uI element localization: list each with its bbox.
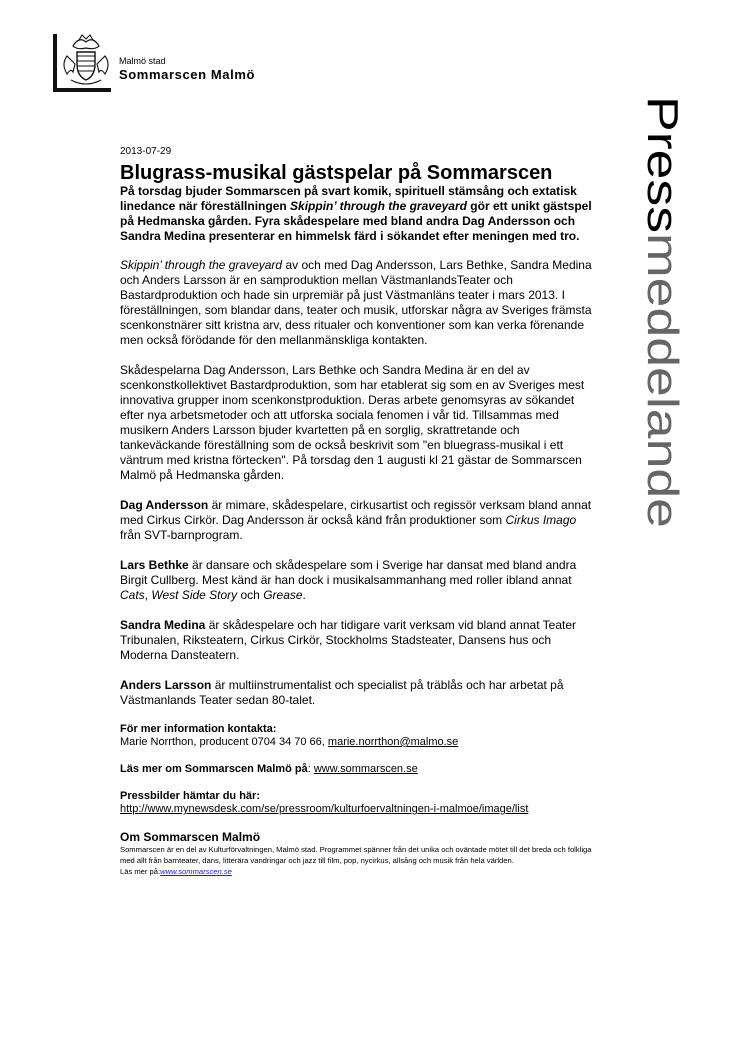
bio-text: är dansare och skådespelare som i Sverige har dansat med bland andra Birgit Cullberg. Mest känd är han dock i musikalsammanhang med roller ibland annat (120, 558, 577, 587)
about-description: Sommarscen är en del av Kulturförvaltningen, Malmö stad. Programmet spänner från det unika och oväntade mötet till det breda och folkliga med allt från barnteater, dans, litterära vandringar och jazz till film, pop, nycirkus, allsång och musik från hela världen. (120, 845, 592, 865)
bio-name: Dag Andersson (120, 498, 209, 512)
about-more-label: Läs mer på: (120, 867, 161, 876)
about-heading: Om Sommarscen Malmö (120, 830, 261, 844)
headline: Blugrass-musikal gästspelar på Sommarscen (120, 162, 553, 184)
svg-text:Pressmeddelande (638, 96, 687, 528)
org-name: Sommarscen Malmö (119, 67, 256, 82)
bio-text: är multiinstrumentalist och specialist på träblås och har arbetat på Västmanlands Teater sedan 80-talet. (120, 678, 564, 707)
vertical-title-press: Press (638, 96, 687, 209)
bio-name: Anders Larsson (120, 678, 212, 692)
bio-text: är mimare, skådespelare, cirkusartist och regissör verksam bland annat med Cirkus Cirkör. Dag Andersson är också känd från produktioner som (120, 498, 592, 527)
lead-text-2: gör ett unikt gästspel på Hedmanska gården. Fyra skådespelare med bland andra Dag Andersson och Sandra Medina presenterar en himmelsk färd i sökandet efter meningen med tro. (120, 199, 592, 243)
bio-text: . (302, 588, 306, 602)
production-text: av och med Dag Andersson, Lars Bethke, Sandra Medina och Anders Larsson är en samproduktion mellan VästmanlandsTeater och Bastardproduktion och hade sin urpremiär på just Västmanläns teater i mars 2013. I föreställningen, som blandar dans, teater och musik, utforskar några av Sveriges främsta scenkonstnärer sitt kristna arv, dess ritualer och konventioner som kan verka förenande men också förödande för den mellanmänskliga kontakten. (120, 258, 592, 347)
sommarscen-link[interactable]: www.sommarscen.se (313, 763, 418, 775)
org-small-label: Malmö stad (119, 56, 166, 66)
vertical-title-meddelande: meddelande (638, 233, 687, 476)
bio-text: , (144, 588, 152, 602)
bio-text: och (237, 588, 264, 602)
press-images-link[interactable]: http://www.mynewsdesk.com/se/pressroom/kulturfoervaltningen-i-malmoe/image/list (120, 803, 529, 815)
about-block (120, 830, 600, 877)
bio-dag-andersson (120, 498, 600, 543)
press-images-block (120, 790, 600, 816)
contact-email-link[interactable]: marie.norrthon@malmo.se (327, 736, 459, 748)
lead-show-title: Skippin’ through the graveyard (290, 199, 467, 213)
bio-text: är skådespelare och har tidigare varit verksam vid bland annat Teater Tribunalen, Riksteatern, Cirkus Cirkör, Stockholms Stadsteater, Dansens hus och Moderna Dansteatern. (120, 618, 577, 662)
bio-italic: Grease (263, 588, 303, 602)
malmo-stad-logo (53, 34, 111, 92)
contact-text: Marie Norrthon, producent 0704 34 70 66, (120, 736, 328, 748)
show-title: Skippin’ through the graveyard (120, 258, 283, 272)
contact-heading: För mer information kontakta: (120, 723, 277, 735)
bio-sandra-medina (120, 618, 600, 663)
release-date: 2013-07-29 (120, 146, 172, 157)
press-release-content (120, 146, 600, 877)
organization-name-block (119, 56, 255, 83)
bio-italic: Cats (120, 588, 145, 602)
paragraph-ensemble: Skådespelarna Dag Andersson, Lars Bethke och Sandra Medina är en del av scenkonstkollektivet Bastardproduktion, som har etablerat sig som en av Sveriges mest innovativa grupper inom scenkonstproduktion. Deras arbete genomsyras av sökandet efter nya arbetsmetoder och att utforska sociala fenomen i vår tid. Tillsammas med musikern Anders Larsson bjuder kvartetten på en sorglig, skrattretande och tankeväckande föreställning som de också beskrivit som "en bluegrass-musikal i ett väntrum med kristna förtecken". På torsdag den 1 augusti kl 21 gästar de Sommarscen Malmö på Hedmanska gården. (120, 363, 585, 482)
bio-italic: West Side Story (151, 588, 238, 602)
read-more-label: Läs mer om Sommarscen Malmö på (120, 763, 308, 775)
lead-text-1: På torsdag bjuder Sommarscen på svart komik, spirituell stämsång och extatisk linedance när föreställningen (120, 184, 577, 213)
bio-anders-larsson (120, 678, 600, 708)
bio-text: från SVT-barnprogram. (120, 528, 243, 542)
paragraph-production (120, 258, 600, 348)
read-more-block (120, 763, 600, 776)
pressmeddelande-vertical-title (638, 96, 698, 536)
bio-name: Sandra Medina (120, 618, 206, 632)
lead-paragraph (120, 184, 600, 244)
contact-block (120, 723, 600, 749)
bio-lars-bethke (120, 558, 600, 603)
about-text (120, 844, 600, 877)
read-more-colon: : (307, 763, 314, 775)
about-more-link[interactable]: www.sommarscen.se (160, 867, 232, 876)
bio-name: Lars Bethke (120, 558, 189, 572)
bio-italic: Cirkus Imago (505, 513, 577, 527)
press-images-heading: Pressbilder hämtar du här: (120, 790, 260, 802)
